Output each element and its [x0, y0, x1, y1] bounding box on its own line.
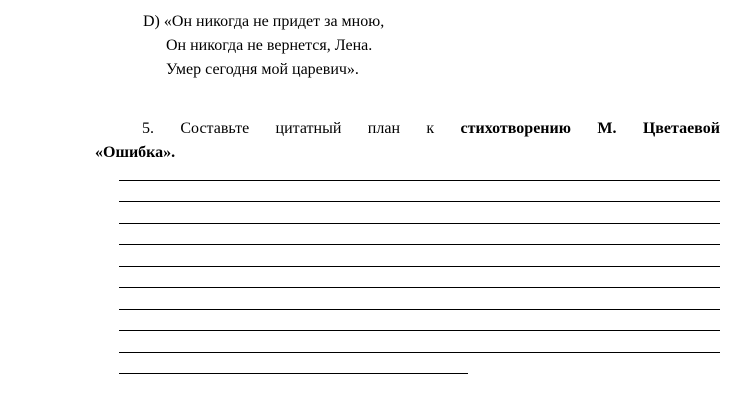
answer-line[interactable] — [119, 266, 720, 267]
answer-line[interactable] — [119, 287, 720, 288]
task-word-1: Составьте — [180, 120, 250, 137]
answer-option-d — [143, 10, 384, 82]
answer-line[interactable] — [119, 330, 720, 331]
option-label: D) — [143, 13, 160, 30]
task-number: 5. — [142, 120, 154, 137]
answer-line[interactable] — [119, 201, 720, 202]
answer-line[interactable] — [119, 223, 720, 224]
task-5 — [95, 117, 720, 165]
answer-line[interactable] — [119, 352, 720, 353]
answer-line[interactable] — [119, 373, 468, 374]
answer-line[interactable] — [119, 309, 720, 310]
task-word-3: план — [367, 120, 401, 137]
task-bold-word-2: М. — [597, 120, 617, 137]
task-word-2: цитатный — [275, 120, 342, 137]
task-bold-word-3: Цветаевой — [642, 120, 720, 137]
verse-line-3: Умер сегодня мой царевич». — [166, 61, 359, 78]
poem-title: «Ошибка». — [95, 144, 176, 161]
verse-line-1 — [143, 10, 384, 34]
verse-text-1: «Он никогда не придет за мною, — [163, 13, 385, 30]
task-word-4: к — [426, 120, 435, 137]
task-bold-word-1: стихотворению — [460, 120, 571, 137]
task-instruction — [95, 117, 720, 141]
verse-line-2: Он никогда не вернется, Лена. — [166, 37, 373, 54]
answer-line[interactable] — [119, 180, 720, 181]
answer-line[interactable] — [119, 244, 720, 245]
